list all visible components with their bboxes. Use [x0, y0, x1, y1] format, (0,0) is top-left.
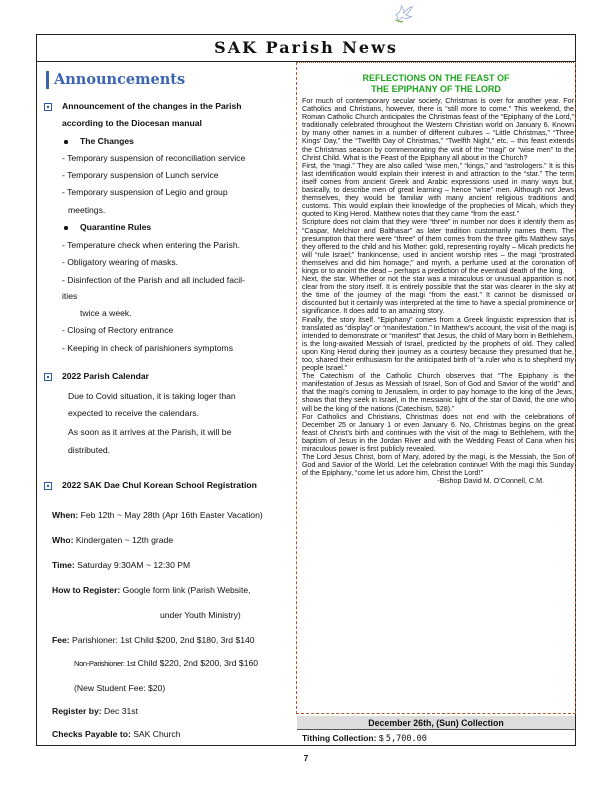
reflection-paragraph: The Catechism of the Catholic Church observes that “The Epiphany is the manifestation of Jesus as Messiah of Israel, Son of God and Savior of the world” and that the magi’s coming to Jerusalem, in order to pay homage to the king of the Jews, shows that they seek in Israel, in the messianic light of the star of David, the one who will be the king of the nations (Catechism, 528).” — [302, 372, 574, 413]
reflection-paragraph: For Catholics and Christians, Christmas does not end with the celebrations of December 25 or January 1 or even January 6. No, Christmas begins on the great feast of Christ’s birth and continues with the visit of the magi to Bethlehem, with the baptism of Jesus in the Jordan River and with the Wedding Feast of Cana when his miraculous power is first publicly revealed. — [302, 412, 574, 454]
calendar-text: expected to receive the calendars. — [68, 408, 199, 418]
quarantine-item: - Closing of Rectory entrance — [62, 325, 174, 335]
reflection-paragraph: Finally, the story itself. “Epiphany” comes from a Greek linguistic expression that is translated as “display” or “manifestation.” In Matthew’s account, the visit of the magi is intended to demonstrate or “manifest” that Jesus, the child of Mary born in Bethlehem, is the long-awaited Messiah of Israel, predicted by the prophets of old. They called upon King Herod during their journey as a courtesy because they presumed that he, too, shared their enthusiasm for the anticipated birth of “a ruler who is to shepherd my people Israel.” — [302, 315, 574, 373]
fee-non-parishioner-line: Non-Parishioner: 1st Child $220, 2nd $200, 3rd $160 — [74, 658, 259, 668]
changes-label: The Changes — [80, 136, 134, 146]
newsletter-title: SAK Parish News — [214, 38, 398, 57]
reflection-title: REFLECTIONS ON THE FEAST OF — [362, 73, 510, 83]
reflection-paragraph: The Lord Jesus Christ, born of Mary, adored by the magi, is the Messiah, the Son of God and Savior of the World. Let the celebration continue! With the magi this Sunday of the Epiphany, “come let us adore him, Christ the Lord!” — [302, 453, 574, 478]
dove-icon — [393, 2, 415, 24]
page-number: 7 — [303, 754, 309, 763]
checks-payable-line: Checks Payable to: SAK Church — [52, 729, 181, 739]
quarantine-item: - Disinfection of the Parish and all included facil- — [62, 275, 245, 285]
calendar-text: Due to Covid situation, it is taking loger than — [68, 391, 236, 401]
bullet-dot-icon — [64, 140, 68, 144]
announcement-heading-cont: according to the Diocesan manual — [62, 118, 202, 128]
reflection-paragraph: For much of contemporary secular society, Christmas is over for another year. For Catholics and Christians, however, there is “still more to come.” This weekend, the Roman Catholic Church anticipates the Christmas feast of the “Epiphany of the Lord,” traditionally celebrated throughout the Western Christian world on January 6. Known by many other names in a number of different cultures – “Little Christmas,” “Three Kings’ Day,” the “Twelfth Day of Christmas,” “Twelfth Night,” etc. – this feast extends the Christmas season by commemorating the visit of the “magi” or “wise men” to the Christ Child. What is the Feast of the Epiphany all about in the Church? — [302, 97, 574, 162]
when-line: When: Feb 12th ~ May 28th (Apr 16th Easter Vacation) — [52, 510, 263, 520]
reflection-paragraph: Scripture does not claim that they were “three” in number nor does it identify them as “Caspar, Melchior and Balthasar” as later tradition customarily names them. The presumption that there were “three” of them comes from the three gifts Matthew says they offered to the child and his Mother: gold, representing royalty – Micah predicts he will “rule Israel;” frankincense, used in ancient worship rites – the magi “prostrated themselves and did him homage;” and myrrh, a perfume used at the coronation of kings or to anoint the dead – perhaps a prediction of the eventual death of the king. — [302, 218, 574, 275]
reflection-signature: -Bishop David M. O’Connell, C.M. — [437, 477, 544, 486]
tithing-amount: 5,700.00 — [385, 734, 427, 744]
change-item: - Temporary suspension of reconciliation service — [62, 153, 246, 163]
masthead — [37, 35, 575, 62]
register-by-line: Register by: Dec 31st — [52, 706, 138, 716]
reflection-paragraph: First, the “magi.” They are also called “wise men,” “kings,” and “astrologers.” It is this last identification would explain their interest in and attraction to the “star.” The term itself comes from ancient Greek and Arabic expressions used in many ways but, basically, to describe men of great learning – hence “wise” men. Although not Jews themselves, they would be familiar with many ancient religious traditions and customs. This would explain their knowledge of the prophecies of Micah, which they quoted to King Herod. Matthew notes that they came “from the east.” — [302, 161, 574, 219]
collection-heading: December 26th, (Sun) Collection — [297, 716, 575, 730]
announcements-heading: Announcements — [46, 71, 185, 89]
quarantine-item: ities — [62, 291, 78, 301]
school-registration-heading: 2022 SAK Dae Chul Korean School Registration — [62, 480, 257, 490]
quarantine-item: twice a week. — [80, 308, 132, 318]
quarantine-item: - Temperature check when entering the Parish. — [62, 240, 241, 250]
square-bullet-icon — [44, 373, 52, 381]
bullet-dot-icon — [64, 226, 68, 230]
quarantine-label: Quarantine Rules — [80, 222, 152, 232]
square-bullet-icon — [44, 482, 52, 490]
reflection-title-cont: THE EPIPHANY OF THE LORD — [371, 84, 501, 94]
quarantine-item: - Obligatory wearing of masks. — [62, 257, 179, 267]
who-line: Who: Kindergaten ~ 12th grade — [52, 535, 174, 545]
new-student-fee: (New Student Fee: $20) — [74, 683, 166, 693]
square-bullet-icon — [44, 103, 52, 111]
change-item: - Temporary suspension of Legio and group — [62, 187, 228, 197]
reflection-paragraph: Next, the star. Whether or not the star was a miraculous or unusual apparition is not clear from the story itself. It is entirely possible that the star was clearer in the sky at the time of the journey of the magi “from the east.” It cannot be dismissed or discounted but it certainly was interpreted at the time to have a special prominence or significance. It does add to an amazing story. — [302, 275, 574, 316]
tithing-collection-line: Tithing Collection: $ 5,700.00 — [302, 733, 427, 744]
change-item: - Temporary suspension of Lunch service — [62, 170, 219, 180]
how-to-register-cont: under Youth Ministry) — [160, 610, 241, 620]
time-line: Time: Saturday 9:30AM ~ 12:30 PM — [52, 560, 191, 570]
calendar-heading: 2022 Parish Calendar — [62, 371, 149, 381]
quarantine-item: - Keeping in check of parishioners symptoms — [62, 343, 233, 353]
calendar-text: distributed. — [68, 445, 111, 455]
reflection-body — [302, 97, 574, 486]
fee-line: Fee: Parishioner: 1st Child $200, 2nd $180, 3rd $140 — [52, 635, 255, 645]
how-to-register-line: How to Register: Google form link (Parish Website, — [52, 585, 251, 595]
calendar-text: As soon as it arrives at the Parish, it will be — [68, 427, 232, 437]
change-item: meetings. — [68, 205, 106, 215]
announcement-heading: Announcement of the changes in the Parish — [62, 101, 242, 111]
